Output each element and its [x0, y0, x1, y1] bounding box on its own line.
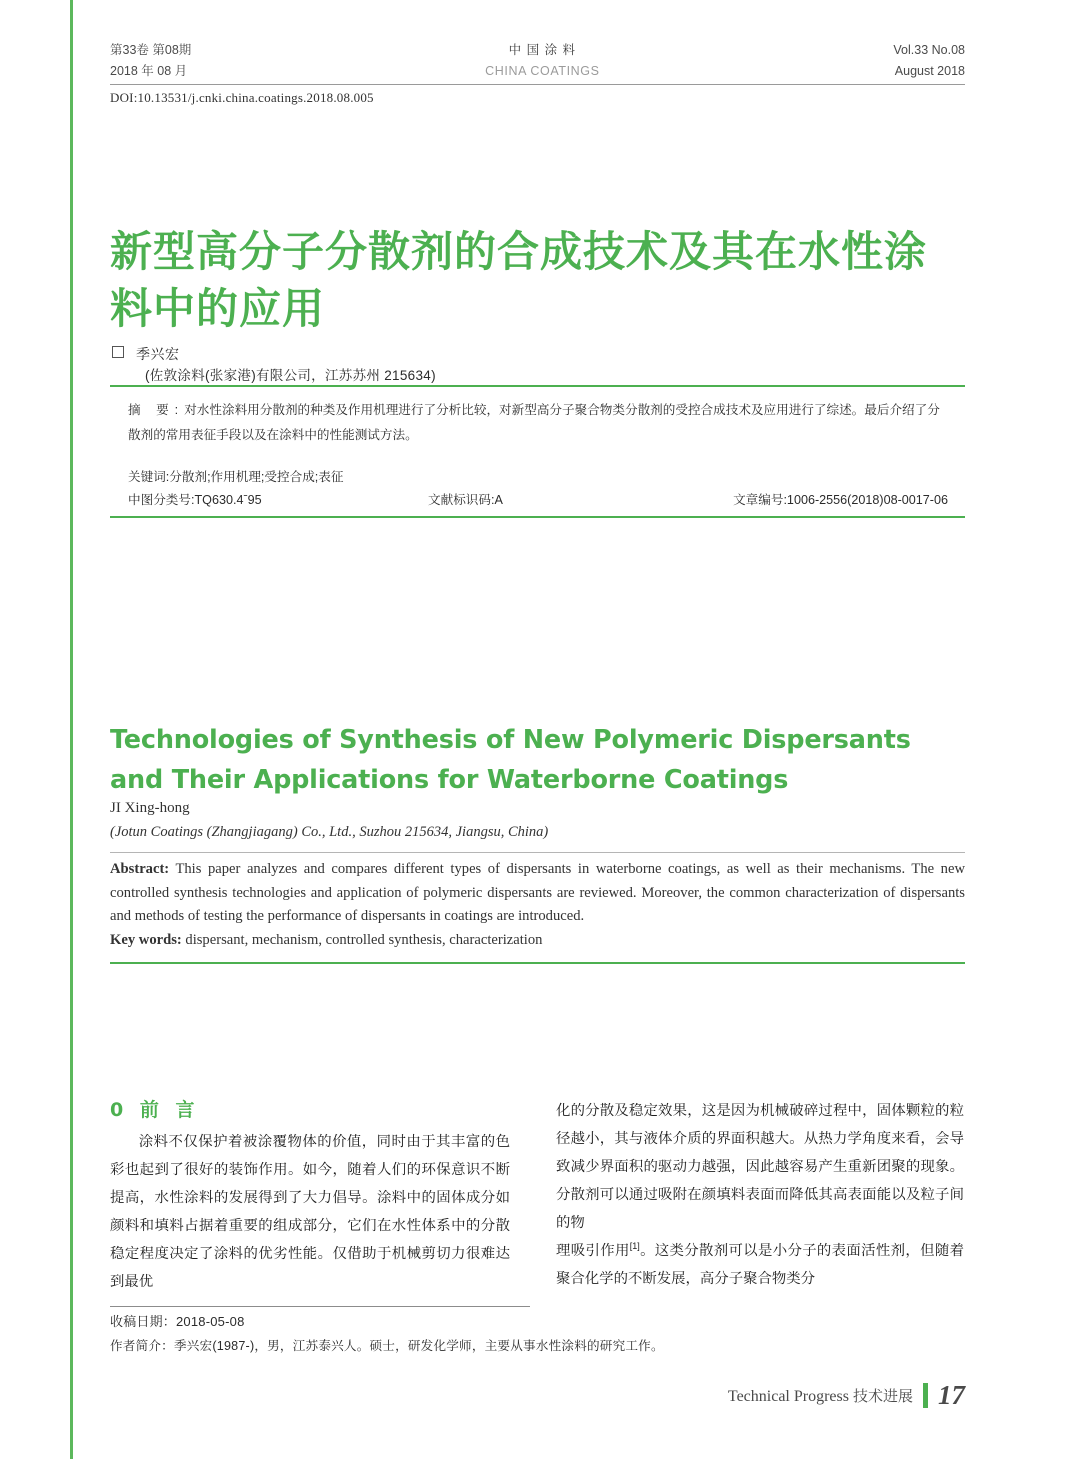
footer-label-en: Technical Progress	[727, 1388, 849, 1405]
divider-grey	[110, 852, 965, 853]
footer-accent-bar	[923, 1383, 928, 1408]
date-en: August 2018	[894, 63, 965, 78]
footer-label-cn: 技术进展	[852, 1387, 913, 1405]
document-code: 文献标识码:A	[428, 493, 503, 507]
body-paragraph-right-b	[556, 1237, 964, 1293]
header-divider	[110, 84, 965, 85]
keywords-en-block	[110, 932, 965, 949]
body-column-left	[110, 1128, 510, 1296]
doi-text: DOI:10.13531/j.cnki.china.coatings.2018.08.005	[110, 90, 374, 105]
date-cn: 2018 年 08 月	[110, 63, 188, 78]
classification-row	[128, 489, 948, 508]
page-number: 17	[938, 1380, 965, 1410]
journal-name-en: CHINA COATINGS	[485, 63, 600, 78]
keywords-cn-label: 关键词:	[128, 470, 170, 484]
body-paragraph-right-a: 化的分散及稳定效果，这是因为机械破碎过程中，固体颗粒的粒径越小，其与液体介质的界面积越大。从热力学角度来看，会导致减少界面积的驱动力越强，因此越容易产生重新团聚的现象。分散剂可以通过吸附在颜填料表面而降低其高表面能以及粒子间的物	[556, 1103, 964, 1232]
body-right-b-pre: 理吸引作用	[556, 1243, 630, 1260]
affiliation-cn: (佐敦涂料(张家港)有限公司，江苏苏州 215634)	[145, 368, 436, 383]
divider-green-bottom	[110, 962, 965, 964]
body-paragraph-left: 涂料不仅保护着被涂覆物体的价值，同时由于其丰富的色彩也起到了很好的装饰作用。如今，随着人们的环保意识不断提高，水性涂料的发展得到了大力倡导。涂料中的固体成分如颜料和填料占据着重要的组成部分，它们在水性体系中的分散稳定程度决定了涂料的优劣性能。仅借助于机械剪切力很难达到最优	[110, 1134, 510, 1291]
running-head	[110, 40, 965, 81]
author-biography: 作者简介：季兴宏(1987-)，男，江苏泰兴人。硕士，研发化学师，主要从事水性涂料的研究工作。	[110, 1339, 664, 1353]
affiliation-en: (Jotun Coatings (Zhangjiagang) Co., Ltd., Suzhou 215634, Jiangsu, China)	[110, 824, 549, 840]
body-column-right	[556, 1097, 964, 1294]
reference-marker-1: [1]	[629, 1241, 640, 1252]
journal-name-cn: 中 国 涂 料	[508, 43, 577, 57]
page-title-en: Technologies of Synthesis of New Polymeric Dispersants and Their Applications for Waterborne Coatings	[110, 725, 911, 795]
abstract-en-text: This paper analyzes and compares different types of dispersants in waterborne coatings, as well as their mechanisms. The new controlled synthesis technologies and application of polymeric dispersants are reviewed. Moreover, the common characterization of dispersants and methods of testing the performance of dispersants in coatings are introduced.	[110, 861, 965, 925]
keywords-en-text: dispersant, mechanism, controlled synthesis, characterization	[181, 932, 543, 948]
running-head-center	[485, 40, 599, 81]
running-head-left	[110, 40, 191, 81]
abstract-cn-text: 对水性涂料用分散剂的种类及作用机理进行了分析比较，对新型高分子聚合物类分散剂的受控合成技术及应用进行了综述。最后介绍了分散剂的常用表征手段以及在涂料中的性能测试方法。	[128, 403, 940, 443]
abstract-en-label: Abstract:	[110, 861, 170, 877]
clc-number: 中图分类号:TQ630.4ˉ95	[128, 493, 262, 507]
section-heading-intro: 0 前 言	[110, 1099, 200, 1121]
body-right-b-post: 。这类分散剂可以是小分子的表面活性剂，但随着聚合化学的不断发展，高分子聚合物类分	[556, 1243, 964, 1288]
author-cn-line	[112, 344, 180, 364]
footnote-divider	[110, 1306, 530, 1307]
divider-green-top	[110, 385, 965, 387]
page-title-cn: 新型高分子分散剂的合成技术及其在水性涂料中的应用	[110, 227, 928, 333]
page-footer	[728, 1380, 965, 1411]
keywords-cn-text: 分散剂;作用机理;受控合成;表征	[169, 470, 344, 484]
volume-issue-cn: 第33卷 第08期	[110, 43, 192, 57]
abstract-en-block	[110, 858, 965, 929]
page-left-accent-bar	[70, 0, 73, 1459]
volume-issue-en: Vol.33 No.08	[893, 43, 965, 57]
received-date: 收稿日期：2018-05-08	[110, 1314, 245, 1329]
running-head-right	[893, 40, 965, 81]
keywords-cn-block	[128, 466, 344, 490]
author-cn: 季兴宏	[136, 346, 180, 362]
abstract-cn-block	[128, 398, 948, 448]
abstract-cn-label: 摘 要:	[128, 403, 185, 417]
divider-green-mid	[110, 516, 965, 518]
author-en: JI Xing-hong	[110, 800, 190, 816]
article-id: 文章编号:1006-2556(2018)08-0017-06	[733, 493, 948, 507]
footer-section-label	[728, 1385, 913, 1406]
bullet-square-icon	[112, 346, 124, 358]
keywords-en-label: Key words:	[110, 932, 182, 948]
